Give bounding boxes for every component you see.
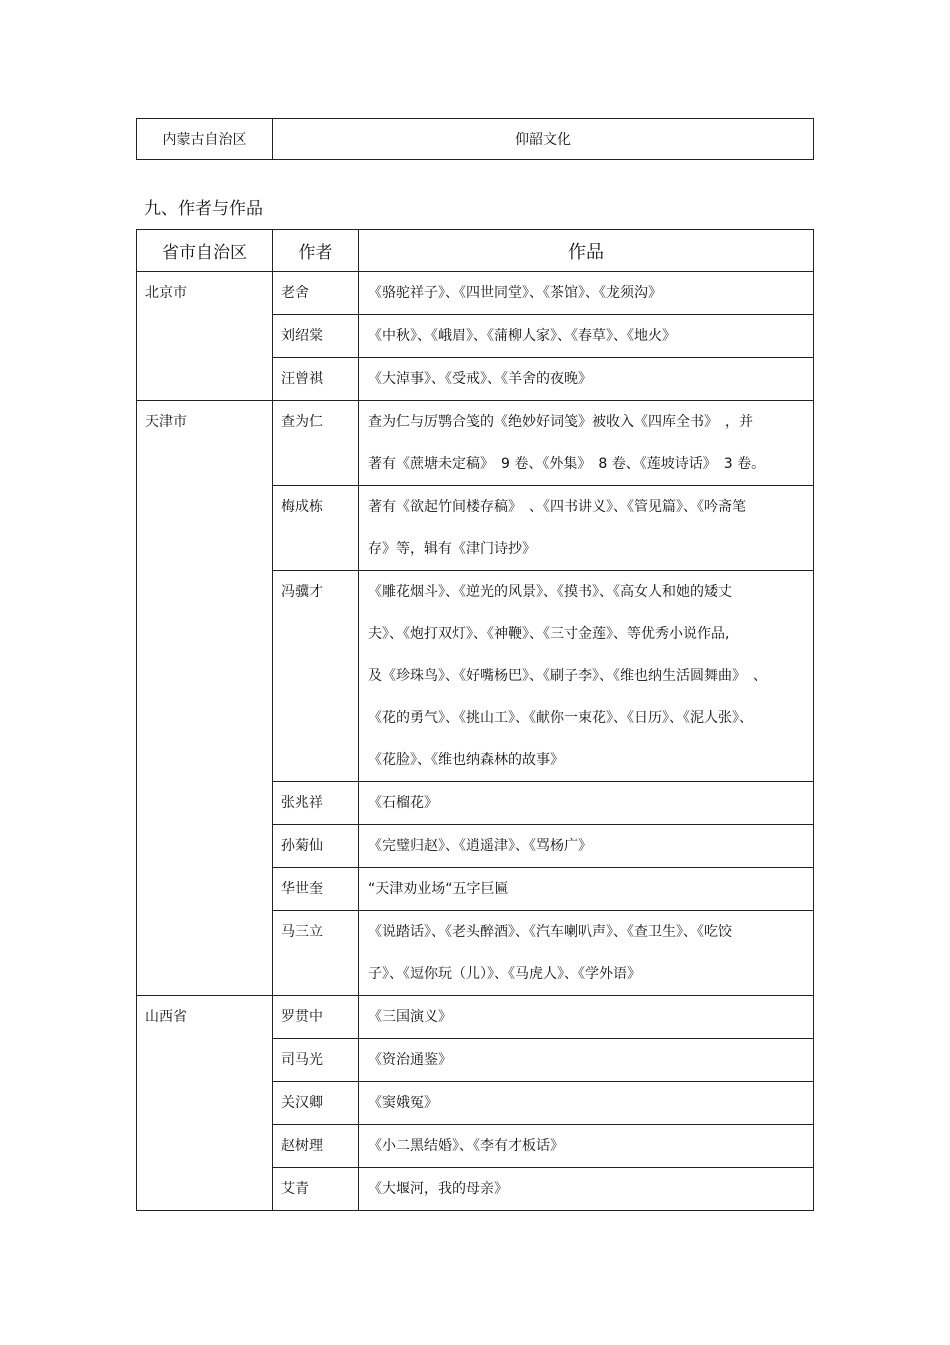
works-line: 《资治通鉴》 bbox=[368, 1052, 452, 1068]
works-line: 夫》、《炮打双灯》、《神鞭》、《三寸金莲》、等优秀小说作品, bbox=[368, 626, 730, 642]
works-cell bbox=[359, 782, 814, 825]
works-line: 及《珍珠鸟》、《好嘴杨巴》、《刷子李》、《维也纳生活圆舞曲》 、 bbox=[368, 668, 767, 684]
author-cell: 马三立 bbox=[273, 911, 359, 996]
section-heading: 九、作者与作品 bbox=[144, 199, 263, 219]
works-cell bbox=[359, 1039, 814, 1082]
works-cell bbox=[359, 1125, 814, 1168]
header-region: 省市自治区 bbox=[137, 230, 273, 272]
author-cell: 孙菊仙 bbox=[273, 825, 359, 868]
works-line: 《骆驼祥子》、《四世同堂》、《茶馆》、《龙须沟》 bbox=[368, 285, 662, 301]
header-works: 作品 bbox=[359, 230, 814, 272]
region-cell: 天津市 bbox=[137, 401, 273, 996]
author-cell: 刘绍棠 bbox=[273, 315, 359, 358]
culture-cell: 仰韶文化 bbox=[273, 119, 814, 160]
table-row bbox=[137, 996, 814, 1039]
works-line: 《雕花烟斗》、《逆光的风景》、《摸书》、《高女人和她的矮丈 bbox=[368, 584, 732, 600]
works-cell bbox=[359, 401, 814, 486]
table-row bbox=[137, 119, 814, 160]
works-line: 《完璧归赵》、《逍遥津》、《骂杨广》 bbox=[368, 838, 592, 854]
works-cell bbox=[359, 1082, 814, 1125]
works-cell bbox=[359, 868, 814, 911]
works-line: 《石榴花》 bbox=[368, 795, 438, 811]
works-line: “天津劝业场“五字巨匾 bbox=[368, 881, 509, 897]
region-cell: 北京市 bbox=[137, 272, 273, 401]
works-cell bbox=[359, 486, 814, 571]
author-cell: 梅成栋 bbox=[273, 486, 359, 571]
works-cell bbox=[359, 358, 814, 401]
works-cell bbox=[359, 825, 814, 868]
region-cell: 山西省 bbox=[137, 996, 273, 1211]
works-cell bbox=[359, 315, 814, 358]
table-row bbox=[137, 401, 814, 486]
author-cell: 冯骥才 bbox=[273, 571, 359, 782]
author-cell: 赵树理 bbox=[273, 1125, 359, 1168]
author-cell: 艾青 bbox=[273, 1168, 359, 1211]
works-cell bbox=[359, 1168, 814, 1211]
works-line: 《大淖事》、《受戒》、《羊舍的夜晚》 bbox=[368, 371, 592, 387]
works-line: 子》、《逗你玩（儿）》、《马虎人》、《学外语》 bbox=[368, 966, 641, 982]
table-body bbox=[137, 272, 814, 1211]
author-cell: 查为仁 bbox=[273, 401, 359, 486]
works-line: 《三国演义》 bbox=[368, 1009, 452, 1025]
works-line: 《中秋》、《峨眉》、《蒲柳人家》、《春草》、《地火》 bbox=[368, 328, 676, 344]
works-line: 著有《欲起竹间楼存稿》 、《四书讲义》、《管见篇》、《吟斋笔 bbox=[368, 499, 746, 515]
author-cell: 老舍 bbox=[273, 272, 359, 315]
works-cell bbox=[359, 571, 814, 782]
header-author: 作者 bbox=[273, 230, 359, 272]
author-cell: 司马光 bbox=[273, 1039, 359, 1082]
author-cell: 汪曾祺 bbox=[273, 358, 359, 401]
works-line: 《小二黑结婚》、《李有才板话》 bbox=[368, 1138, 564, 1154]
works-cell bbox=[359, 272, 814, 315]
works-line: 存》等，辑有《津门诗抄》 bbox=[368, 541, 536, 557]
authors-works-table bbox=[136, 229, 814, 1211]
works-line: 《花的勇气》、《挑山工》、《献你一束花》、《日历》、《泥人张》、 bbox=[368, 710, 753, 726]
region-culture-table bbox=[136, 118, 814, 160]
works-line: 《说踏话》、《老头醉酒》、《汽车喇叭声》、《查卫生》、《吃饺 bbox=[368, 924, 732, 940]
author-cell: 华世奎 bbox=[273, 868, 359, 911]
table-row bbox=[137, 272, 814, 315]
works-line: 《窦娥冤》 bbox=[368, 1095, 438, 1111]
works-line: 著有《蔗塘未定稿》 9 卷、《外集》 8 卷、《莲坡诗话》 3 卷。 bbox=[368, 456, 766, 472]
works-line: 《大堰河，我的母亲》 bbox=[368, 1181, 508, 1197]
region-cell: 内蒙古自治区 bbox=[137, 119, 273, 160]
works-line: 《花脸》、《维也纳森林的故事》 bbox=[368, 752, 564, 768]
author-cell: 罗贯中 bbox=[273, 996, 359, 1039]
works-cell bbox=[359, 996, 814, 1039]
author-cell: 关汉卿 bbox=[273, 1082, 359, 1125]
author-cell: 张兆祥 bbox=[273, 782, 359, 825]
works-line: 查为仁与厉鹗合笺的《绝妙好词笺》被收入《四库全书》 ，并 bbox=[368, 414, 753, 430]
table-header-row bbox=[137, 230, 814, 272]
works-cell bbox=[359, 911, 814, 996]
